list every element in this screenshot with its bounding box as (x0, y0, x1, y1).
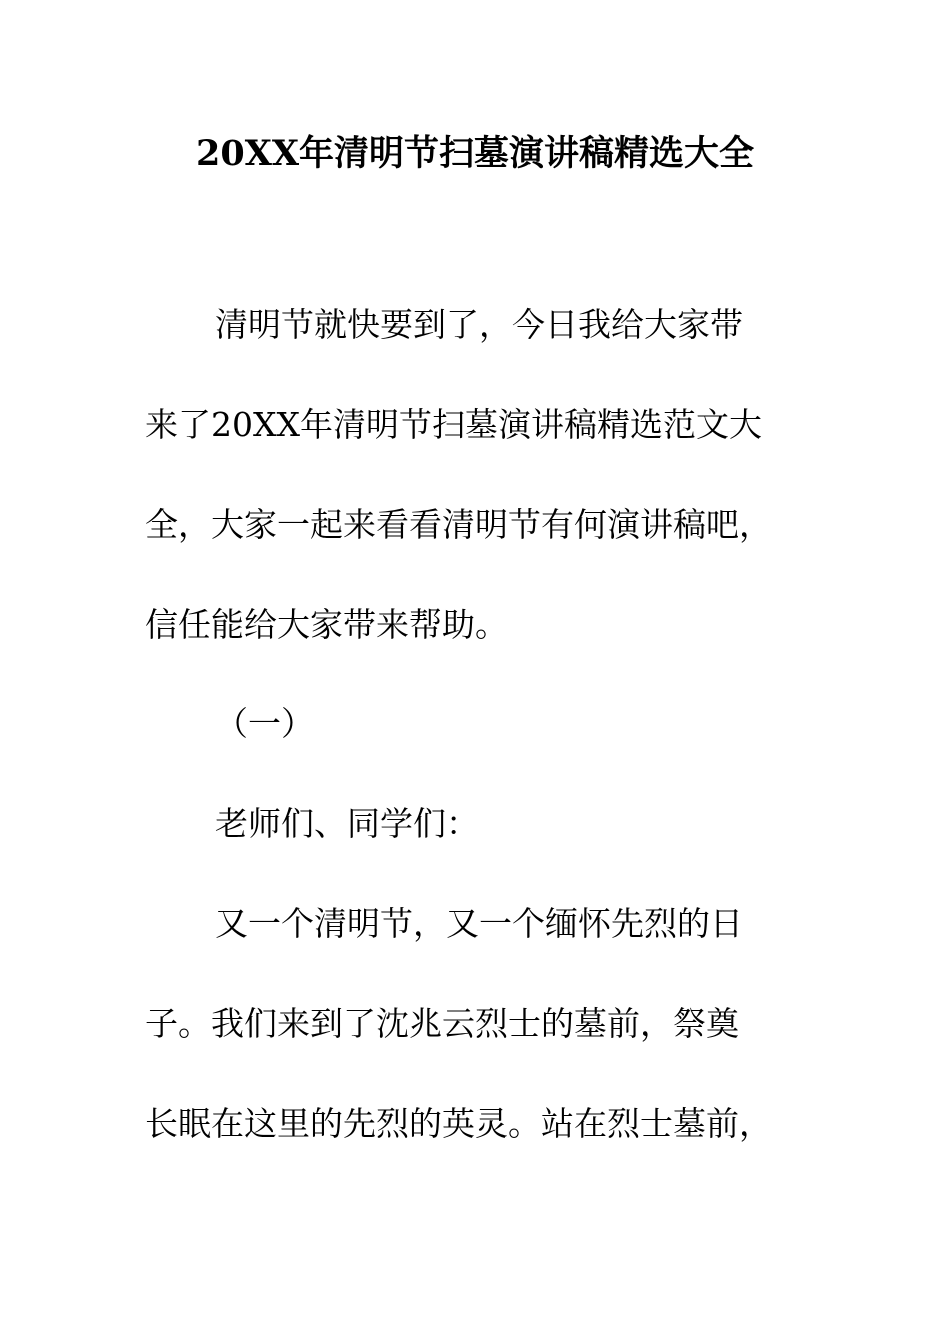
paragraph-line: 又一个清明节，又一个缅怀先烈的日 (215, 904, 743, 943)
section-heading: （一） (215, 704, 314, 743)
paragraph-line: 全，大家一起来看看清明节有何演讲稿吧， (145, 505, 772, 544)
document-title: 20XX年清明节扫墓演讲稿精选大全 (195, 133, 755, 174)
paragraph-line: 来了20XX年清明节扫墓演讲稿精选范文大 (145, 405, 762, 444)
paragraph-line: 子。我们来到了沈兆云烈士的墓前，祭奠 (145, 1004, 739, 1043)
paragraph-line: 长眠在这里的先烈的英灵。站在烈士墓前， (145, 1104, 772, 1143)
paragraph-line: 清明节就快要到了，今日我给大家带 (215, 305, 743, 344)
salutation-line: 老师们、同学们： (215, 804, 479, 843)
paragraph-line: 信任能给大家带来帮助。 (145, 605, 508, 644)
